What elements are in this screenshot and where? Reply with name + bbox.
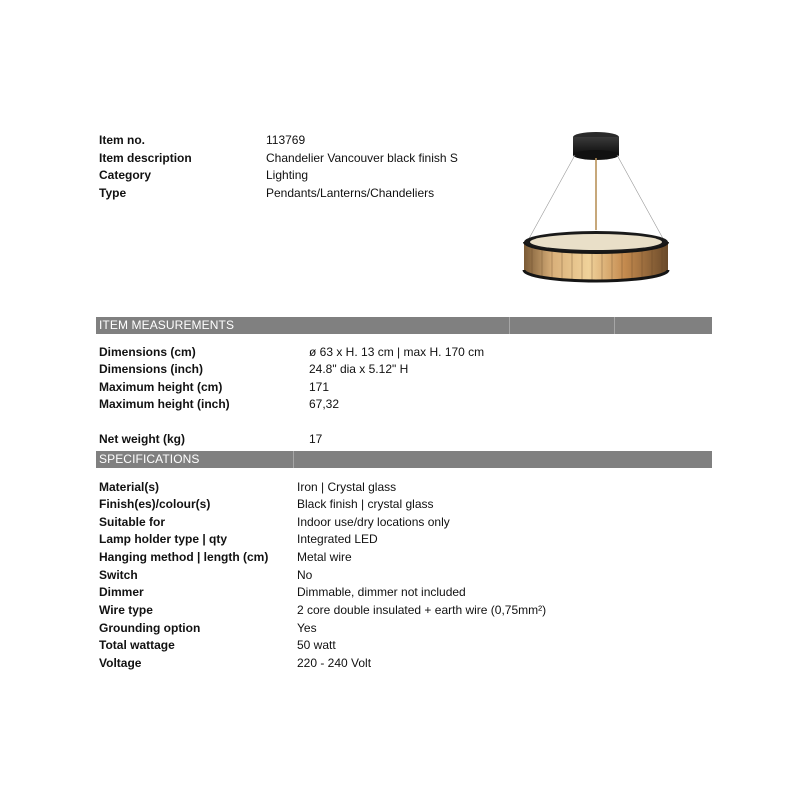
measurement-label: Maximum height (cm) <box>99 380 223 394</box>
spec-label: Dimmer <box>99 585 144 599</box>
specifications-title: SPECIFICATIONS <box>99 452 200 466</box>
spec-value: Metal wire <box>297 550 352 564</box>
spec-value: Integrated LED <box>297 532 378 546</box>
header-divider <box>614 317 615 334</box>
measurement-label: Dimensions (inch) <box>99 362 204 376</box>
type-value: Pendants/Lanterns/Chandeliers <box>266 186 435 200</box>
spec-label: Material(s) <box>99 480 160 494</box>
measurement-value: 24.8" dia x 5.12" H <box>309 362 409 376</box>
spec-label: Lamp holder type | qty <box>99 532 228 546</box>
spec-value: Yes <box>297 621 317 635</box>
measurement-value: 67,32 <box>309 397 340 411</box>
spec-value: No <box>297 568 313 582</box>
measurement-label: Dimensions (cm) <box>99 345 196 359</box>
spec-label: Voltage <box>99 656 142 670</box>
spec-value: Indoor use/dry locations only <box>297 515 450 529</box>
spec-value: 220 - 240 Volt <box>297 656 372 670</box>
item-description-value: Chandelier Vancouver black finish S <box>266 151 458 165</box>
item-no-value: 113769 <box>266 133 306 147</box>
type-label: Type <box>99 186 127 200</box>
spec-value: Dimmable, dimmer not included <box>297 585 466 599</box>
spec-label: Wire type <box>99 603 153 617</box>
header-divider <box>293 451 294 468</box>
category-value: Lighting <box>266 168 309 182</box>
spec-value: Iron | Crystal glass <box>297 480 397 494</box>
specifications-header <box>96 451 712 468</box>
measurement-label: Maximum height (inch) <box>99 397 230 411</box>
item-measurements-header <box>96 317 712 334</box>
item-description-label: Item description <box>99 151 192 165</box>
category-label: Category <box>99 168 152 182</box>
spec-label: Total wattage <box>99 638 175 652</box>
header-divider <box>509 317 510 334</box>
measurement-value: ø 63 x H. 13 cm | max H. 170 cm <box>309 345 485 359</box>
net-weight-label: Net weight (kg) <box>99 432 185 446</box>
item-no-label: Item no. <box>99 133 146 147</box>
item-measurements-title: ITEM MEASUREMENTS <box>99 318 235 332</box>
spec-value: 50 watt <box>297 638 336 652</box>
net-weight-value: 17 <box>309 432 323 446</box>
spec-value: Black finish | crystal glass <box>297 497 434 511</box>
spec-value: 2 core double insulated + earth wire (0,75mm²) <box>297 603 547 617</box>
spec-label: Finish(es)/colour(s) <box>99 497 211 511</box>
product-image <box>516 130 676 293</box>
chandelier-image-icon <box>516 130 676 290</box>
spec-label: Hanging method | length (cm) <box>99 550 269 564</box>
spec-label: Switch <box>99 568 138 582</box>
measurement-value: 171 <box>309 380 330 394</box>
spec-label: Suitable for <box>99 515 166 529</box>
spec-label: Grounding option <box>99 621 201 635</box>
